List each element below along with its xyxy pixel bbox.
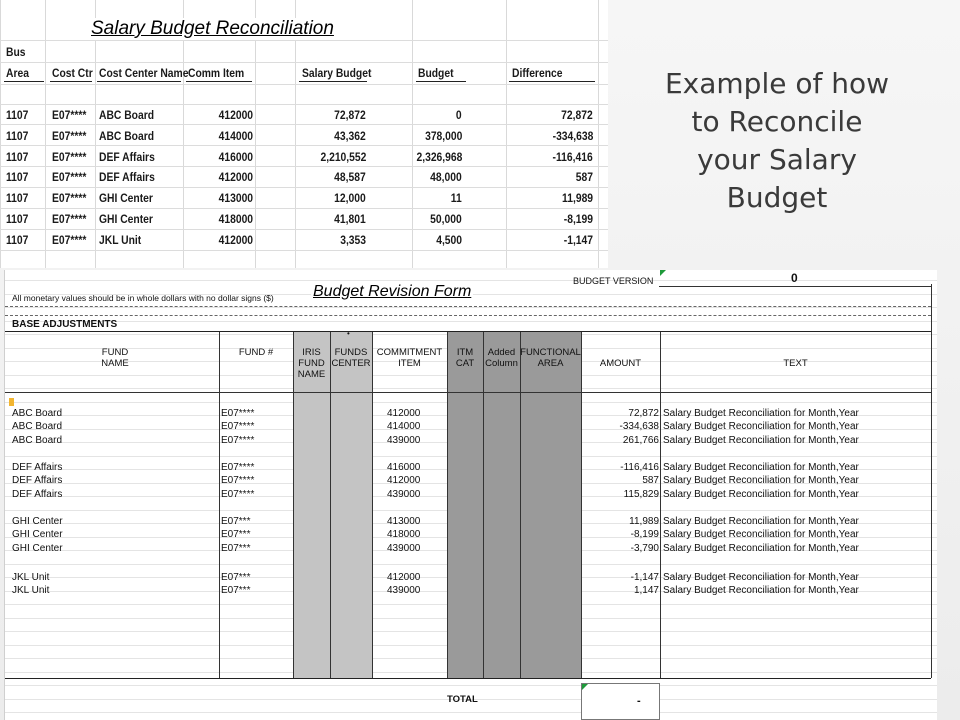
form-cell-amount[interactable]: -3,790 [630, 542, 659, 554]
form-cell-amount[interactable]: -334,638 [619, 421, 659, 433]
reconciliation-cell-area[interactable]: 1107 [6, 170, 29, 185]
slide-heading [642, 65, 912, 217]
column-divider [483, 332, 484, 678]
reconciliation-cell-area[interactable]: 1107 [6, 128, 29, 143]
reconciliation-cell-budget[interactable]: 0 [456, 108, 462, 122]
form-cell-commitment-item[interactable]: 412000 [387, 408, 421, 419]
header-underline [299, 81, 367, 82]
heading-line: to Reconcile [691, 105, 863, 138]
reconciliation-cell-salary[interactable]: 12,000 [334, 191, 366, 206]
reconciliation-cell-salary[interactable]: 72,872 [334, 108, 366, 122]
form-cell-fund-name[interactable]: ABC Board [12, 434, 63, 446]
header-text: TEXT [783, 358, 808, 369]
reconciliation-cell-area[interactable]: 1107 [6, 108, 29, 122]
reconciliation-cell-cost-ctr[interactable]: E07**** [52, 191, 87, 206]
form-cell-commitment-item[interactable]: 439000 [387, 434, 421, 446]
total-cell[interactable] [581, 683, 660, 720]
column-divider [447, 332, 448, 678]
dashed-rule [5, 315, 931, 316]
reconciliation-cell-diff[interactable]: -116,416 [552, 149, 593, 164]
header-iris-fund-name: IRIS FUND NAME [297, 347, 326, 380]
total-value: - [637, 695, 641, 707]
reconciliation-cell-cost-ctr[interactable]: E07**** [52, 108, 87, 122]
header-underline [509, 81, 595, 82]
funds-center-marker: • [347, 329, 350, 338]
header-bus: Bus [6, 45, 26, 59]
grid-row-line [5, 685, 937, 686]
grid-row-line [0, 208, 608, 209]
header-functional-area: FUNCTIONAL AREA [520, 347, 581, 369]
budget-revision-form [4, 270, 937, 720]
reconciliation-cell-cost-ctr[interactable]: E07**** [52, 128, 87, 143]
form-cell-text[interactable]: Salary Budget Reconciliation for Month,Year [663, 585, 859, 597]
form-cell-fund-number[interactable]: E07*** [221, 542, 251, 554]
reconciliation-cell-budget[interactable]: 378,000 [424, 128, 462, 143]
reconciliation-cell-comm[interactable]: 416000 [218, 149, 253, 164]
form-cell-commitment-item[interactable]: 412000 [387, 475, 421, 487]
form-cell-fund-number[interactable]: E07**** [221, 421, 255, 433]
header-cost-ctr: Cost Ctr [52, 66, 93, 80]
form-cell-fund-number[interactable]: E07*** [221, 572, 251, 583]
form-cell-commitment-item[interactable]: 439000 [387, 488, 421, 500]
heading-line: Budget [726, 181, 828, 214]
form-cell-fund-number[interactable]: E07**** [221, 434, 255, 446]
grid-row-line [0, 124, 608, 125]
column-divider [219, 332, 220, 678]
total-label: TOTAL [447, 694, 478, 705]
header-itm-cat: ITM CAT [455, 347, 475, 369]
header-underline [97, 81, 181, 82]
form-cell-fund-number[interactable]: E07**** [221, 462, 255, 473]
reconciliation-cell-comm[interactable]: 418000 [218, 212, 253, 226]
reconciliation-cell-comm[interactable]: 412000 [218, 170, 253, 185]
header-bottom-rule [5, 392, 931, 393]
grid-row-line [0, 145, 608, 146]
form-cell-fund-number[interactable]: E07*** [221, 516, 251, 527]
column-divider [330, 332, 331, 678]
header-funds-center: FUNDS CENTER [331, 347, 371, 369]
reconciliation-cell-area[interactable]: 1107 [6, 232, 29, 247]
form-cell-text[interactable]: Salary Budget Reconciliation for Month,Year [663, 408, 859, 419]
header-budget: Budget [418, 66, 454, 80]
reconciliation-cell-name[interactable]: ABC Board [99, 128, 155, 143]
reconciliation-cell-comm[interactable]: 412000 [218, 108, 253, 122]
reconciliation-cell-salary[interactable]: 3,353 [340, 232, 366, 247]
column-divider [931, 284, 932, 678]
header-comm-item: Comm Item [188, 66, 245, 80]
grid-row-line [0, 166, 608, 167]
grid-row-line [5, 307, 937, 308]
form-cell-commitment-item[interactable]: 439000 [387, 585, 421, 597]
form-cell-text[interactable]: Salary Budget Reconciliation for Month,Year [663, 516, 859, 527]
grid-row-line [5, 321, 937, 322]
form-cell-fund-number[interactable]: E07**** [221, 408, 255, 419]
reconciliation-cell-salary[interactable]: 43,362 [334, 128, 366, 143]
reconciliation-title: Salary Budget Reconciliation [91, 18, 334, 39]
form-cell-amount[interactable]: -8,199 [630, 529, 659, 541]
section-base-adjustments: BASE ADJUSTMENTS [12, 319, 118, 330]
total-top-rule [5, 678, 931, 679]
form-cell-text[interactable]: Salary Budget Reconciliation for Month,Year [663, 529, 859, 541]
grid-row-line [5, 712, 937, 713]
reconciliation-cell-comm[interactable]: 413000 [218, 191, 253, 206]
grid-row-line [0, 229, 608, 230]
grid-row-line [0, 40, 608, 41]
iris-column-shade [293, 332, 330, 678]
reconciliation-cell-salary[interactable]: 2,210,552 [320, 149, 366, 164]
form-cell-fund-number[interactable]: E07*** [221, 529, 251, 541]
form-cell-fund-number[interactable]: E07**** [221, 475, 255, 487]
selected-cell-marker [9, 398, 14, 406]
form-cell-text[interactable]: Salary Budget Reconciliation for Month,Year [663, 475, 859, 487]
form-cell-fund-number[interactable]: E07**** [221, 488, 255, 500]
form-cell-fund-name[interactable]: DEF Affairs [12, 488, 63, 500]
column-divider [372, 332, 373, 678]
reconciliation-cell-comm[interactable]: 414000 [218, 128, 253, 143]
reconciliation-cell-name[interactable]: GHI Center [99, 191, 153, 206]
header-fund-name: FUND NAME [101, 347, 129, 369]
reconciliation-cell-diff[interactable]: -334,638 [552, 128, 593, 143]
budget-version-value[interactable]: 0 [791, 271, 798, 285]
reconciliation-cell-name[interactable]: JKL Unit [99, 232, 142, 247]
column-divider [520, 332, 521, 678]
form-cell-amount[interactable]: 261,766 [622, 434, 659, 446]
grid-row-line [0, 62, 608, 63]
column-divider [581, 332, 582, 678]
reconciliation-cell-area[interactable]: 1107 [6, 212, 29, 226]
reconciliation-cell-salary[interactable]: 41,801 [334, 212, 366, 226]
header-fund-number: FUND # [238, 347, 274, 358]
reconciliation-cell-budget[interactable]: 4,500 [436, 232, 462, 247]
header-commitment-item: COMMITMENT ITEM [376, 347, 443, 369]
section-rule [5, 331, 931, 332]
form-cell-commitment-item[interactable]: 412000 [387, 572, 421, 583]
form-cell-amount[interactable]: -1,147 [630, 572, 659, 583]
form-cell-text[interactable]: Salary Budget Reconciliation for Month,Year [663, 542, 859, 554]
header-difference: Difference [512, 66, 563, 80]
form-cell-amount[interactable]: 587 [642, 475, 659, 487]
reconciliation-cell-area[interactable]: 1107 [6, 149, 29, 164]
form-cell-text[interactable]: Salary Budget Reconciliation for Month,Year [663, 572, 859, 583]
form-cell-amount[interactable]: 1,147 [633, 585, 659, 597]
grid-row-line [0, 84, 608, 85]
reconciliation-cell-cost-ctr[interactable]: E07**** [52, 212, 87, 226]
form-cell-commitment-item[interactable]: 413000 [387, 516, 421, 527]
header-cost-center-name: Cost Center Name [99, 66, 189, 80]
itm-cat-column-shade [447, 332, 581, 678]
reconciliation-cell-comm[interactable]: 412000 [218, 232, 253, 247]
version-underline [659, 286, 931, 287]
form-cell-text[interactable]: Salary Budget Reconciliation for Month,Year [663, 462, 859, 473]
form-cell-text[interactable]: Salary Budget Reconciliation for Month,Year [663, 488, 859, 500]
form-cell-amount[interactable]: 72,872 [628, 408, 659, 419]
form-cell-fund-name[interactable]: DEF Affairs [12, 475, 63, 487]
header-underline [50, 81, 92, 82]
reconciliation-cell-budget[interactable]: 48,000 [430, 170, 462, 185]
column-divider [660, 332, 661, 678]
reconciliation-cell-budget[interactable]: 50,000 [430, 212, 462, 226]
reconciliation-cell-name[interactable]: ABC Board [99, 108, 155, 122]
grid-row-line [0, 250, 608, 251]
form-cell-fund-name[interactable]: GHI Center [12, 516, 63, 527]
reconciliation-cell-budget[interactable]: 11 [451, 191, 462, 206]
reconciliation-sheet [0, 0, 608, 268]
form-cell-fund-name[interactable]: ABC Board [12, 421, 63, 433]
header-underline [186, 81, 252, 82]
form-cell-commitment-item[interactable]: 414000 [387, 421, 421, 433]
reconciliation-cell-cost-ctr[interactable]: E07**** [52, 170, 87, 185]
green-triangle-icon [660, 270, 666, 276]
budget-version-label: BUDGET VERSION [573, 276, 654, 286]
form-cell-fund-name[interactable]: ABC Board [12, 408, 63, 419]
column-divider [293, 332, 294, 678]
form-title: Budget Revision Form [313, 283, 472, 300]
form-cell-amount[interactable]: 115,829 [623, 488, 659, 500]
reconciliation-cell-name[interactable]: DEF Affairs [99, 149, 155, 164]
reconciliation-cell-budget[interactable]: 2,326,968 [416, 149, 462, 164]
reconciliation-cell-diff[interactable]: -8,199 [563, 212, 593, 226]
header-area: Area [6, 66, 29, 80]
form-cell-text[interactable]: Salary Budget Reconciliation for Month,Year [663, 421, 859, 433]
header-underline [4, 81, 44, 82]
reconciliation-cell-diff[interactable]: 72,872 [561, 108, 593, 122]
reconciliation-cell-diff[interactable]: 587 [575, 170, 593, 185]
header-salary-budget: Salary Budget [302, 66, 372, 80]
form-cell-fund-name[interactable]: GHI Center [12, 542, 63, 554]
form-note: All monetary values should be in whole dollars with no dollar signs ($) [12, 293, 274, 303]
form-cell-commitment-item[interactable]: 416000 [387, 462, 421, 473]
form-cell-text[interactable]: Salary Budget Reconciliation for Month,Year [663, 434, 859, 446]
funds-center-column-shade [330, 332, 372, 678]
form-cell-fund-name[interactable]: JKL Unit [12, 572, 50, 583]
reconciliation-cell-name[interactable]: GHI Center [99, 212, 153, 226]
reconciliation-cell-cost-ctr[interactable]: E07**** [52, 149, 87, 164]
form-cell-commitment-item[interactable]: 439000 [387, 542, 421, 554]
green-triangle-icon [582, 684, 588, 690]
header-amount: AMOUNT [599, 358, 642, 369]
grid-row-line [0, 187, 608, 188]
reconciliation-cell-cost-ctr[interactable]: E07**** [52, 232, 87, 247]
header-underline [416, 81, 466, 82]
reconciliation-cell-name[interactable]: DEF Affairs [99, 170, 155, 185]
form-cell-fund-name[interactable]: JKL Unit [12, 585, 50, 597]
heading-line: your Salary [697, 143, 857, 176]
form-cell-fund-name[interactable]: GHI Center [12, 529, 63, 541]
reconciliation-cell-salary[interactable]: 48,587 [334, 170, 366, 185]
reconciliation-cell-area[interactable]: 1107 [6, 191, 29, 206]
reconciliation-cell-diff[interactable]: -1,147 [563, 232, 593, 247]
header-added-column: Added Column [485, 347, 518, 369]
form-cell-amount[interactable]: 11,989 [629, 516, 659, 527]
form-cell-fund-name[interactable]: DEF Affairs [12, 462, 63, 473]
heading-line: Example of how [664, 67, 890, 100]
form-cell-commitment-item[interactable]: 418000 [387, 529, 421, 541]
form-cell-amount[interactable]: -116,416 [620, 462, 659, 473]
dashed-rule [5, 306, 931, 307]
reconciliation-cell-diff[interactable]: 11,989 [561, 191, 593, 206]
form-cell-fund-number[interactable]: E07*** [221, 585, 251, 597]
grid-row-line [0, 104, 608, 105]
